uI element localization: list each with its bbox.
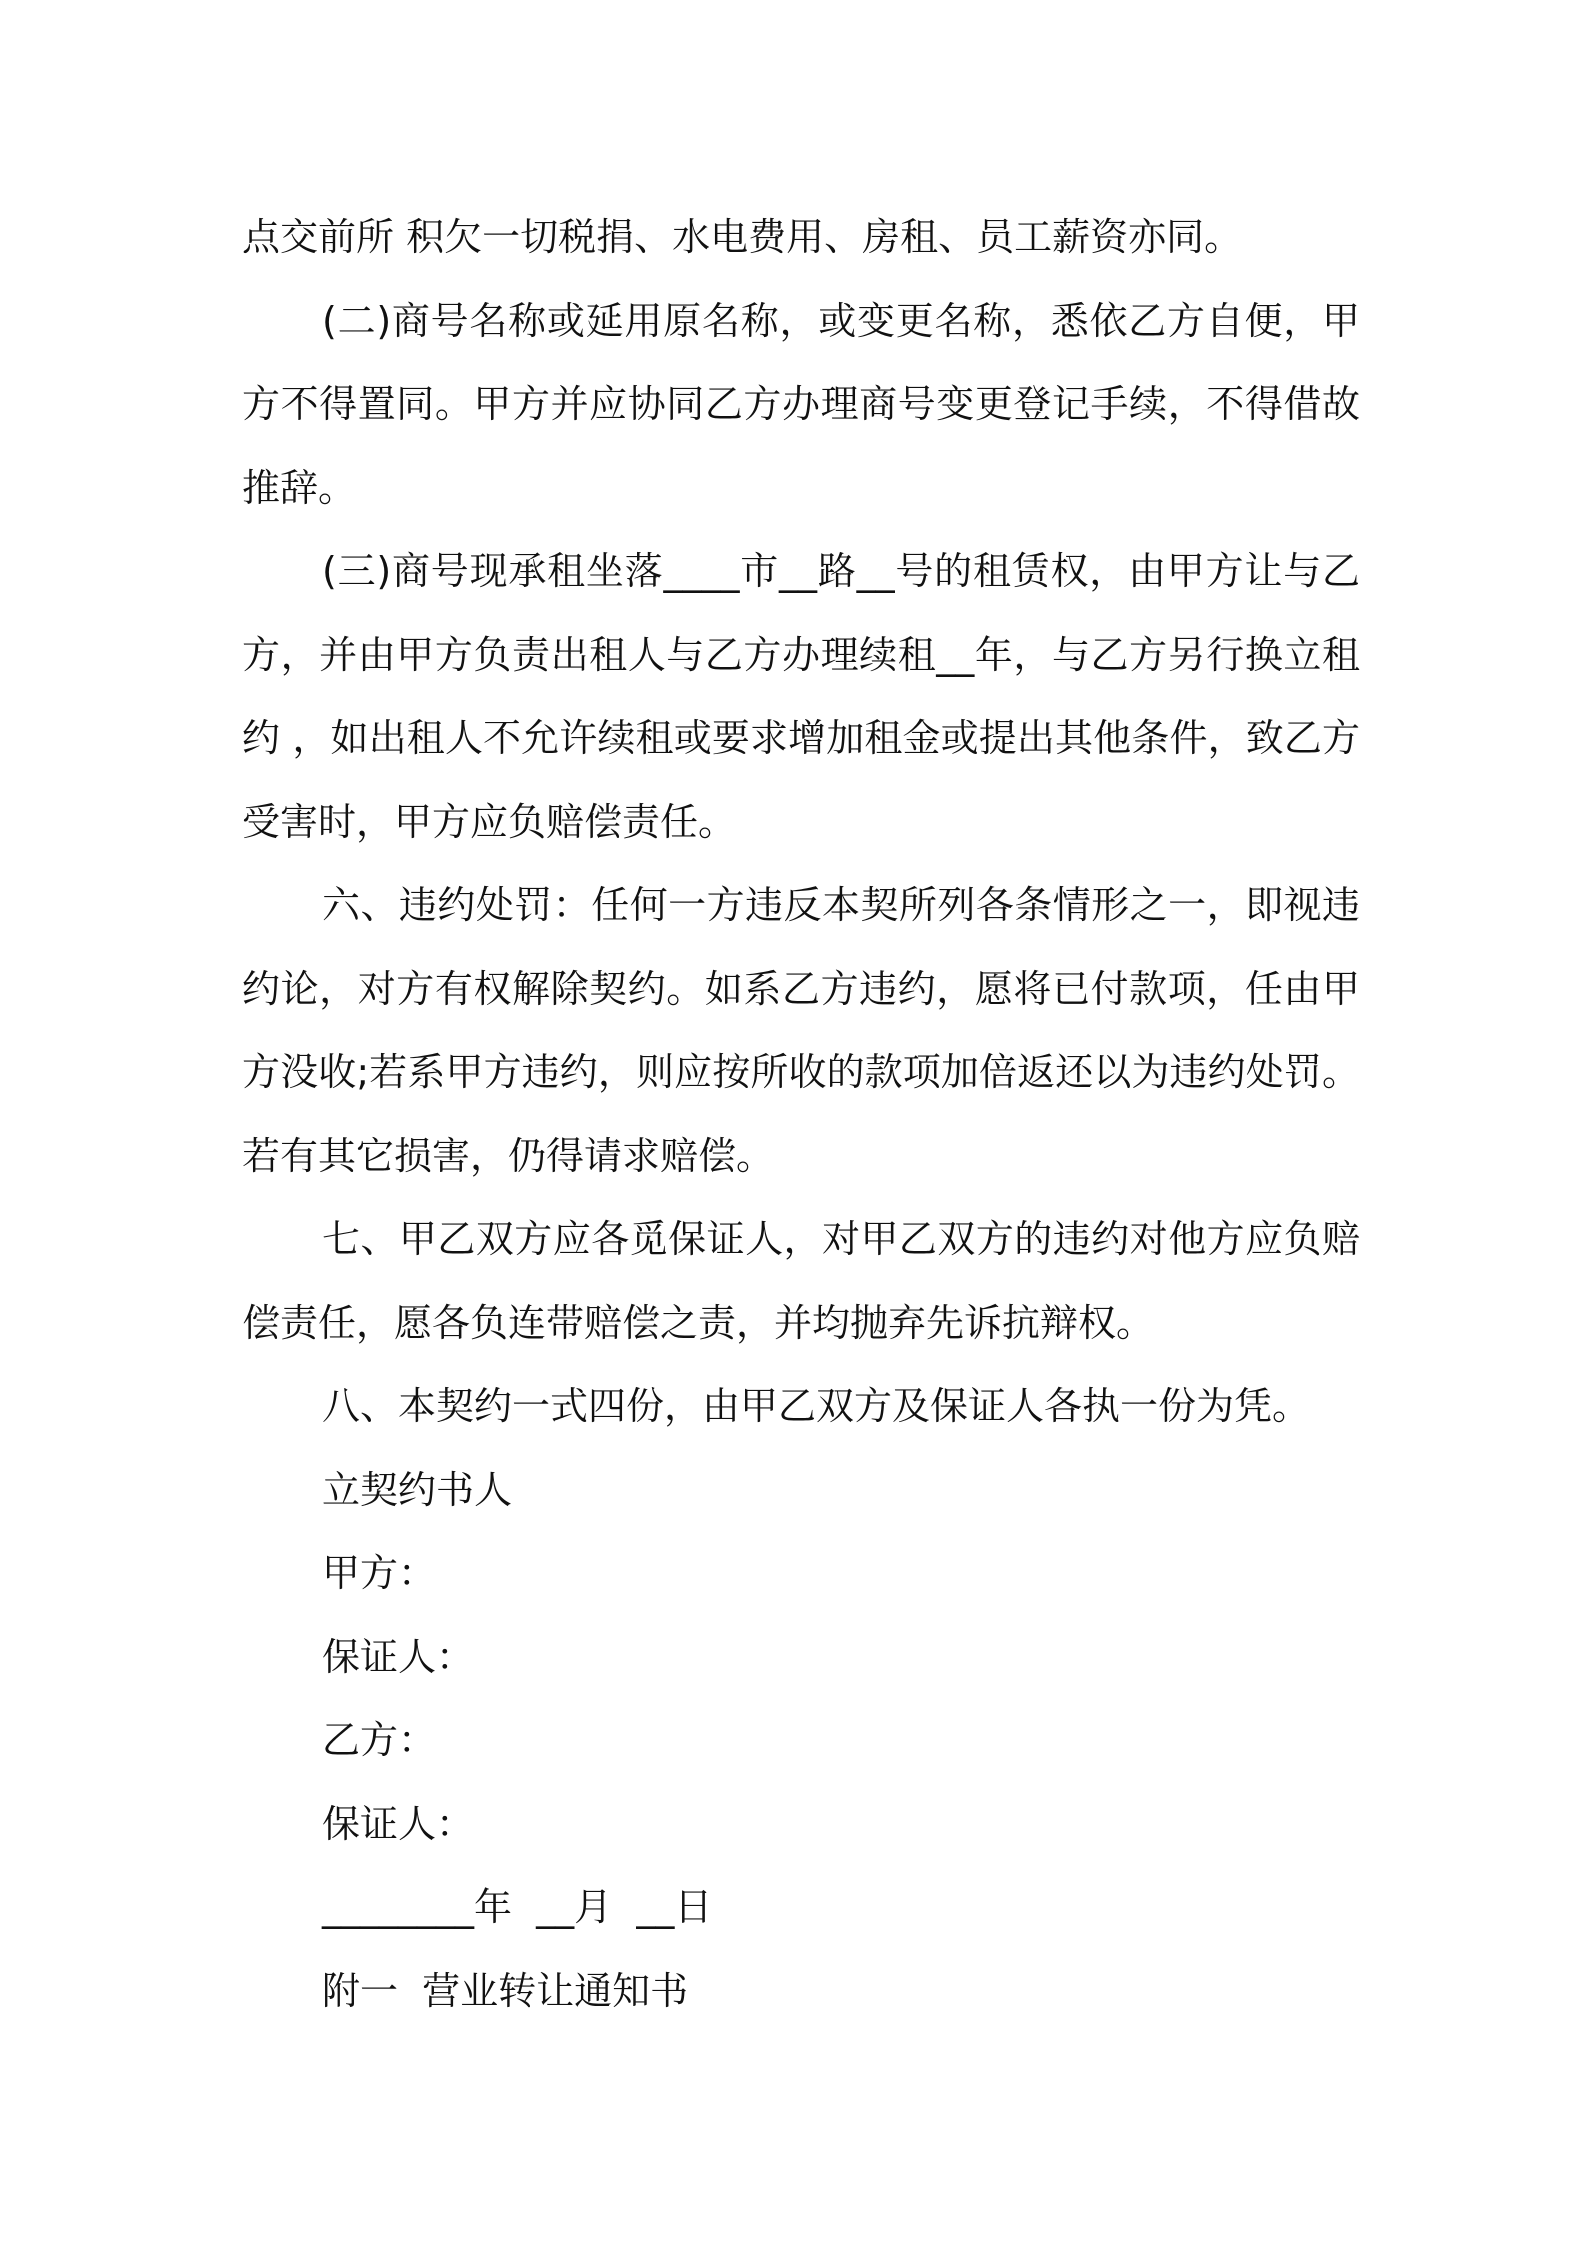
- paragraph-guarantors: 七、甲乙双方应各觅保证人，对甲乙双方的违约对他方应负赔偿责任，愿各负连带赔偿之责，并均抛弃先诉抗辩权。: [242, 1217, 1360, 1345]
- party-b-label: 乙方：: [322, 1718, 437, 1762]
- guarantor-a-label: 保证人：: [322, 1634, 475, 1679]
- paragraph-clause-2: (二)商号名称或延用原名称，或变更名称，悉依乙方自便，甲方不得置同。甲方并应协同乙方办理商号变更登记手续，不得借故推辞。: [242, 298, 1360, 510]
- signature-heading: 立契约书人: [322, 1467, 513, 1512]
- guarantor-b-label: 保证人：: [322, 1801, 475, 1846]
- document-body: [242, 196, 1360, 2033]
- paragraph-clause-3: (三)商号现承租坐落____市__路__号的租赁权，由甲方让与乙方，并由甲方负责出租人与乙方办理续租__年，与乙方另行换立租约 ，如出租人不允许续租或要求增加租金或提出其他条件，致乙方受害时，甲方应负赔偿责任。: [242, 549, 1360, 844]
- paragraph-copies: 八、本契约一式四份，由甲乙双方及保证人各执一份为凭。: [322, 1384, 1311, 1428]
- paragraph-breach-penalty: 六、违约处罚：任何一方违反本契所列各条情形之一，即视违约论，对方有权解除契约。如系乙方违约，愿将已付款项，任由甲方没收;若系甲方违约，则应按所收的款项加倍返还以为违约处罚。若有其它损害，仍得请求赔偿。: [242, 883, 1360, 1178]
- date-line: ________年 __月 __日: [322, 1885, 713, 1929]
- paragraph-continuation: 点交前所 积欠一切税捐、水电费用、房租、员工薪资亦同。: [242, 215, 1243, 259]
- appendix-title: 附一 营业转让通知书: [322, 1968, 689, 2013]
- party-a-label: 甲方：: [322, 1551, 437, 1595]
